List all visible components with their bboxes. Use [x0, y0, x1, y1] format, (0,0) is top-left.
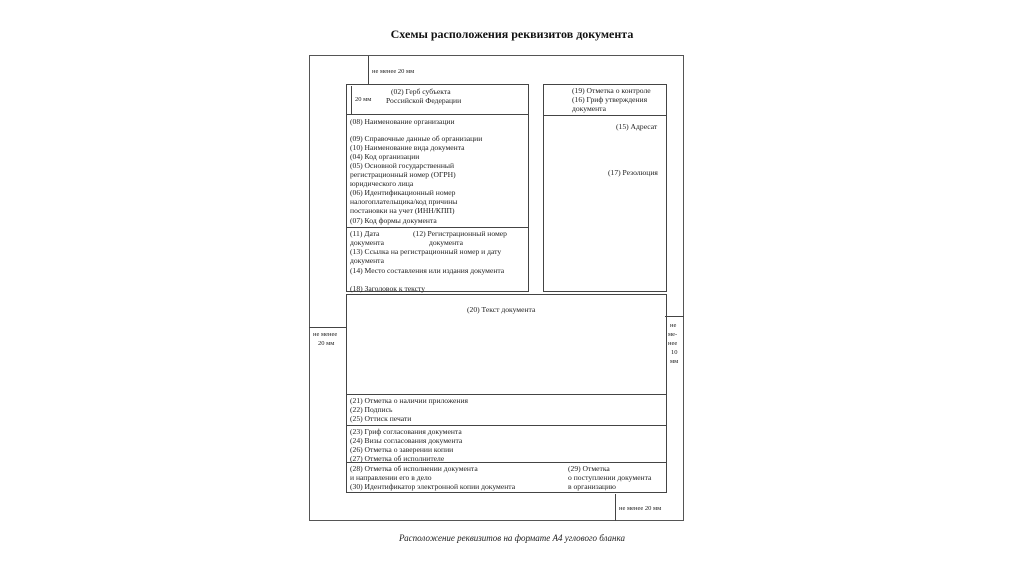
right-margin-label-2: ме- [668, 331, 678, 338]
coat-of-arms-label: Российской Федерации [386, 96, 462, 105]
inner-top-label: 20 мм [355, 96, 372, 103]
requisite-label: налогоплательщика/код причины [350, 197, 458, 206]
right-margin-label-4: 10 [671, 349, 678, 356]
divider [346, 227, 529, 228]
right-margin-label-5: мм [670, 358, 679, 365]
agreement-stamp-label: (23) Гриф согласования документа [350, 427, 462, 436]
top-margin-label: не менее 20 мм [372, 68, 415, 75]
link-label: документа [350, 256, 384, 265]
figure-caption: Расположение реквизитов на формате А4 углового бланка [398, 533, 625, 543]
signature-label: (22) Подпись [350, 405, 393, 414]
body-text-label: (20) Текст документа [467, 305, 536, 314]
date-label: документа [350, 238, 384, 247]
coat-of-arms-label: (02) Герб субъекта [391, 87, 451, 96]
addressee-label: (15) Адресат [616, 122, 658, 131]
bottom-margin-line [615, 494, 616, 521]
right-margin-label-3: нее [668, 340, 678, 347]
bottom-left-border [346, 395, 347, 492]
divider [346, 114, 529, 115]
left-margin-label-2: 20 мм [318, 340, 335, 347]
org-name-label: (08) Наименование организации [350, 117, 455, 126]
requisite-label: юридического лица [350, 179, 414, 188]
heading-label: (18) Заголовок к тексту [350, 284, 426, 293]
copy-label: (26) Отметка о заверении копии [350, 445, 454, 454]
execution-label: и направлении его в дело [350, 473, 432, 482]
visas-label: (24) Визы согласования документа [350, 436, 463, 445]
requisite-label: (04) Код организации [350, 152, 420, 161]
electronic-id-label: (30) Идентификатор электронной копии документа [350, 482, 516, 491]
requisite-label: (07) Код формы документа [350, 216, 437, 225]
bottom-right-border [666, 395, 667, 492]
requisite-label: (05) Основной государственный [350, 161, 455, 170]
approval-label: документа [572, 104, 606, 113]
requisite-label: (06) Идентификационный номер [350, 188, 456, 197]
divider [346, 492, 667, 493]
left-margin-label-1: не менее [313, 331, 338, 338]
receipt-label: (29) Отметка [568, 464, 610, 473]
attachment-label: (21) Отметка о наличии приложения [350, 396, 469, 405]
right-margin-line [665, 316, 684, 317]
execution-label: (28) Отметка об исполнении документа [350, 464, 478, 473]
requisite-label: постановки на учет (ИНН/КПП) [350, 206, 455, 215]
divider [543, 115, 667, 116]
receipt-label: о поступлении документа [568, 473, 652, 482]
top-margin-line [368, 56, 369, 84]
stamp-label: (25) Оттиск печати [350, 414, 412, 423]
requisite-label: (10) Наименование вида документа [350, 143, 465, 152]
right-margin-label-1: не [670, 322, 677, 329]
left-margin-line [309, 327, 346, 328]
place-label: (14) Место составления или издания документа [350, 266, 505, 275]
resolution-label: (17) Резолюция [608, 168, 658, 177]
bottom-margin-label: не менее 20 мм [619, 505, 662, 512]
approval-label: (16) Гриф утверждения [572, 95, 648, 104]
receipt-label: в организацию [568, 482, 616, 491]
link-label: (13) Ссылка на регистрационный номер и дату [350, 247, 502, 256]
requisite-label: (09) Справочные данные об организации [350, 134, 483, 143]
executor-label: (27) Отметка об исполнителе [350, 454, 445, 463]
requisite-label: регистрационный номер (ОГРН) [350, 170, 456, 179]
page-title: Схемы расположения реквизитов документа [390, 27, 634, 41]
date-label: (11) Дата [350, 229, 380, 238]
regnum-label: (12) Регистрационный номер [413, 229, 507, 238]
control-label: (19) Отметка о контроле [572, 86, 651, 95]
divider [346, 425, 667, 426]
regnum-label: документа [429, 238, 463, 247]
